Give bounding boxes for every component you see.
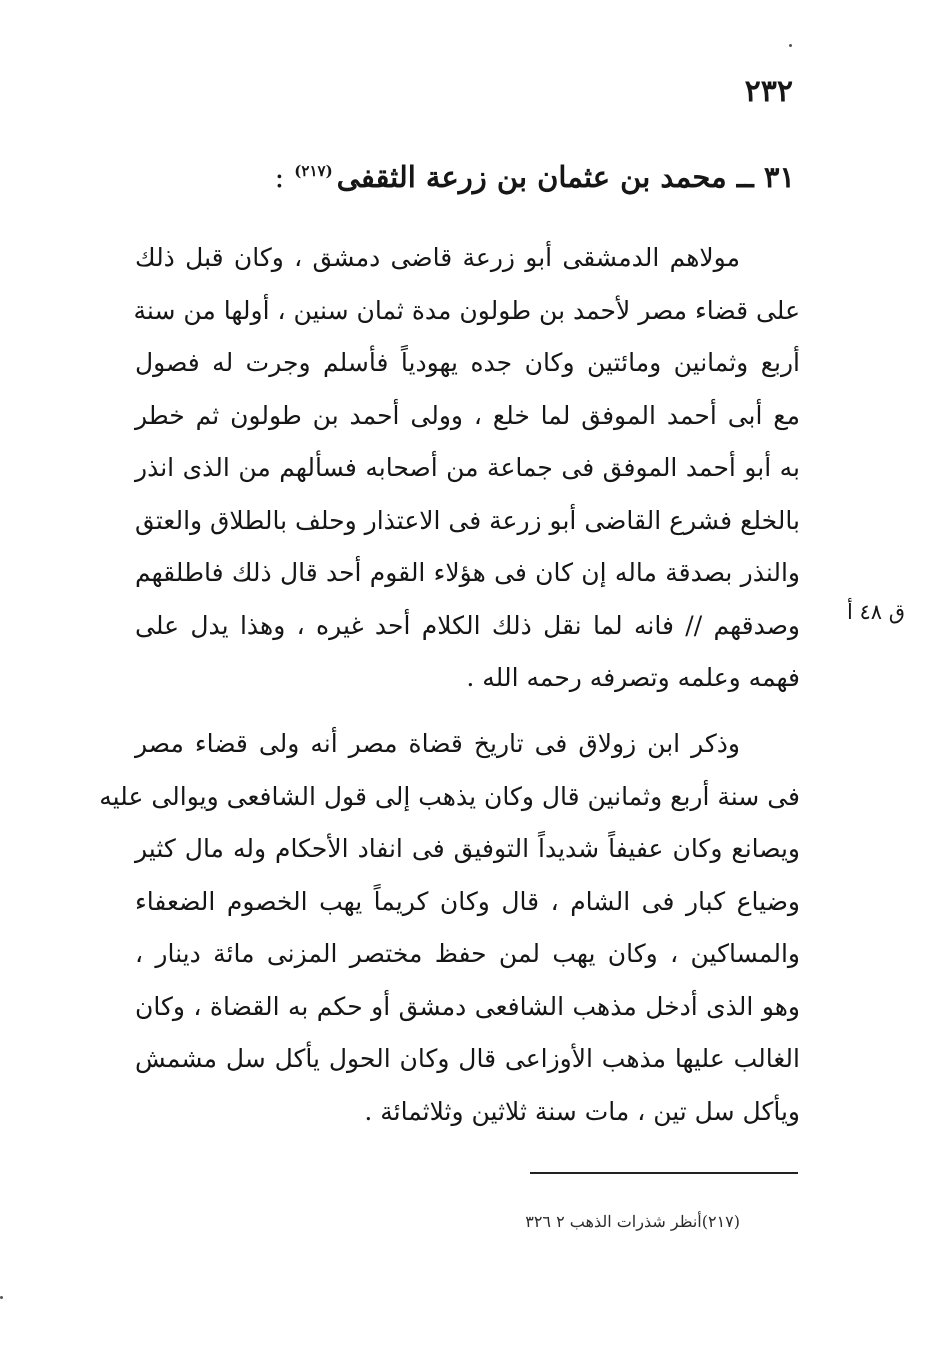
text-line: ويصانع وكان عفيفاً شديداً التوفيق فى انفاد الأحكام وله مال كثير (135, 834, 800, 863)
text-line: وضياع كبار فى الشام ، قال وكان كريماً يهب الخصوم الضعفاء (135, 886, 800, 916)
text-line: والمساكين ، وكان يهب لمن حفظ مختصر المزنى مائة دينار ، (135, 939, 800, 968)
text-line: وهو الذى أدخل مذهب الشافعى دمشق أو حكم به القضاة ، وكان (135, 991, 800, 1021)
text-line: فهمه وعلمه وتصرفه رحمه الله . (466, 663, 800, 692)
page-number: ٢٣٢ (744, 74, 793, 109)
paragraph-1 (135, 232, 800, 705)
text-line: وذكر ابن زولاق فى تاريخ قضاة مصر أنه ولى قضاء مصر (135, 729, 740, 758)
text-line: ويأكل سل تين ، مات سنة ثلاثين وثلاثمائة . (364, 1096, 800, 1126)
text-line: الغالب عليها مذهب الأوزاعى قال وكان الحول يأكل سل مشمش (135, 1044, 800, 1073)
text-line: مولاهم الدمشقى أبو زرعة قاضى دمشق ، وكان قبل ذلك (135, 243, 740, 272)
text-line: مع أبى أحمد الموفق لما خلع ، وولى أحمد بن طولون ثم خطر (135, 400, 800, 430)
text-line: بالخلع فشرع القاضى أبو زرعة فى الاعتذار وحلف بالطلاق والعتق (135, 505, 800, 535)
text-line: والنذر بصدقة ماله إن كان فى هؤلاء القوم أحد قال ذلك فاطلقهم (135, 558, 800, 587)
scan-speck (0, 1296, 3, 1299)
text-line: فى سنة أربع وثمانين قال وكان يذهب إلى قول الشافعى ويوالى عليه (99, 781, 800, 811)
heading-colon: : (274, 160, 285, 194)
heading-text: ٣١ ــ محمد بن عثمان بن زرعة الثقفى (336, 160, 795, 194)
footnote-divider (530, 1172, 798, 1174)
footnote-reference: (٢١٧) (294, 162, 333, 181)
paragraph-2 (99, 718, 800, 1138)
text-line: أربع وثمانين ومائتين وكان جده يهودياً فأسلم وجرت له فصول (135, 348, 800, 377)
text-line: وصدقهم // فانه لما نقل ذلك الكلام أحد غيره ، وهذا يدل على (135, 610, 800, 640)
text-line: به أبو أحمد الموفق فى جماعة من أصحابه فسألهم من الذى انذر (135, 453, 800, 482)
entry-heading (115, 160, 795, 194)
manuscript-folio-note: ق ٤٨ أ (846, 600, 905, 624)
scan-speck (789, 44, 792, 47)
footnote: (٢١٧)أنظر شذرات الذهب ٢ ٣٢٦ (525, 1212, 740, 1231)
text-line: على قضاء مصر لأحمد بن طولون مدة ثمان سنين ، أولها من سنة (133, 295, 800, 325)
